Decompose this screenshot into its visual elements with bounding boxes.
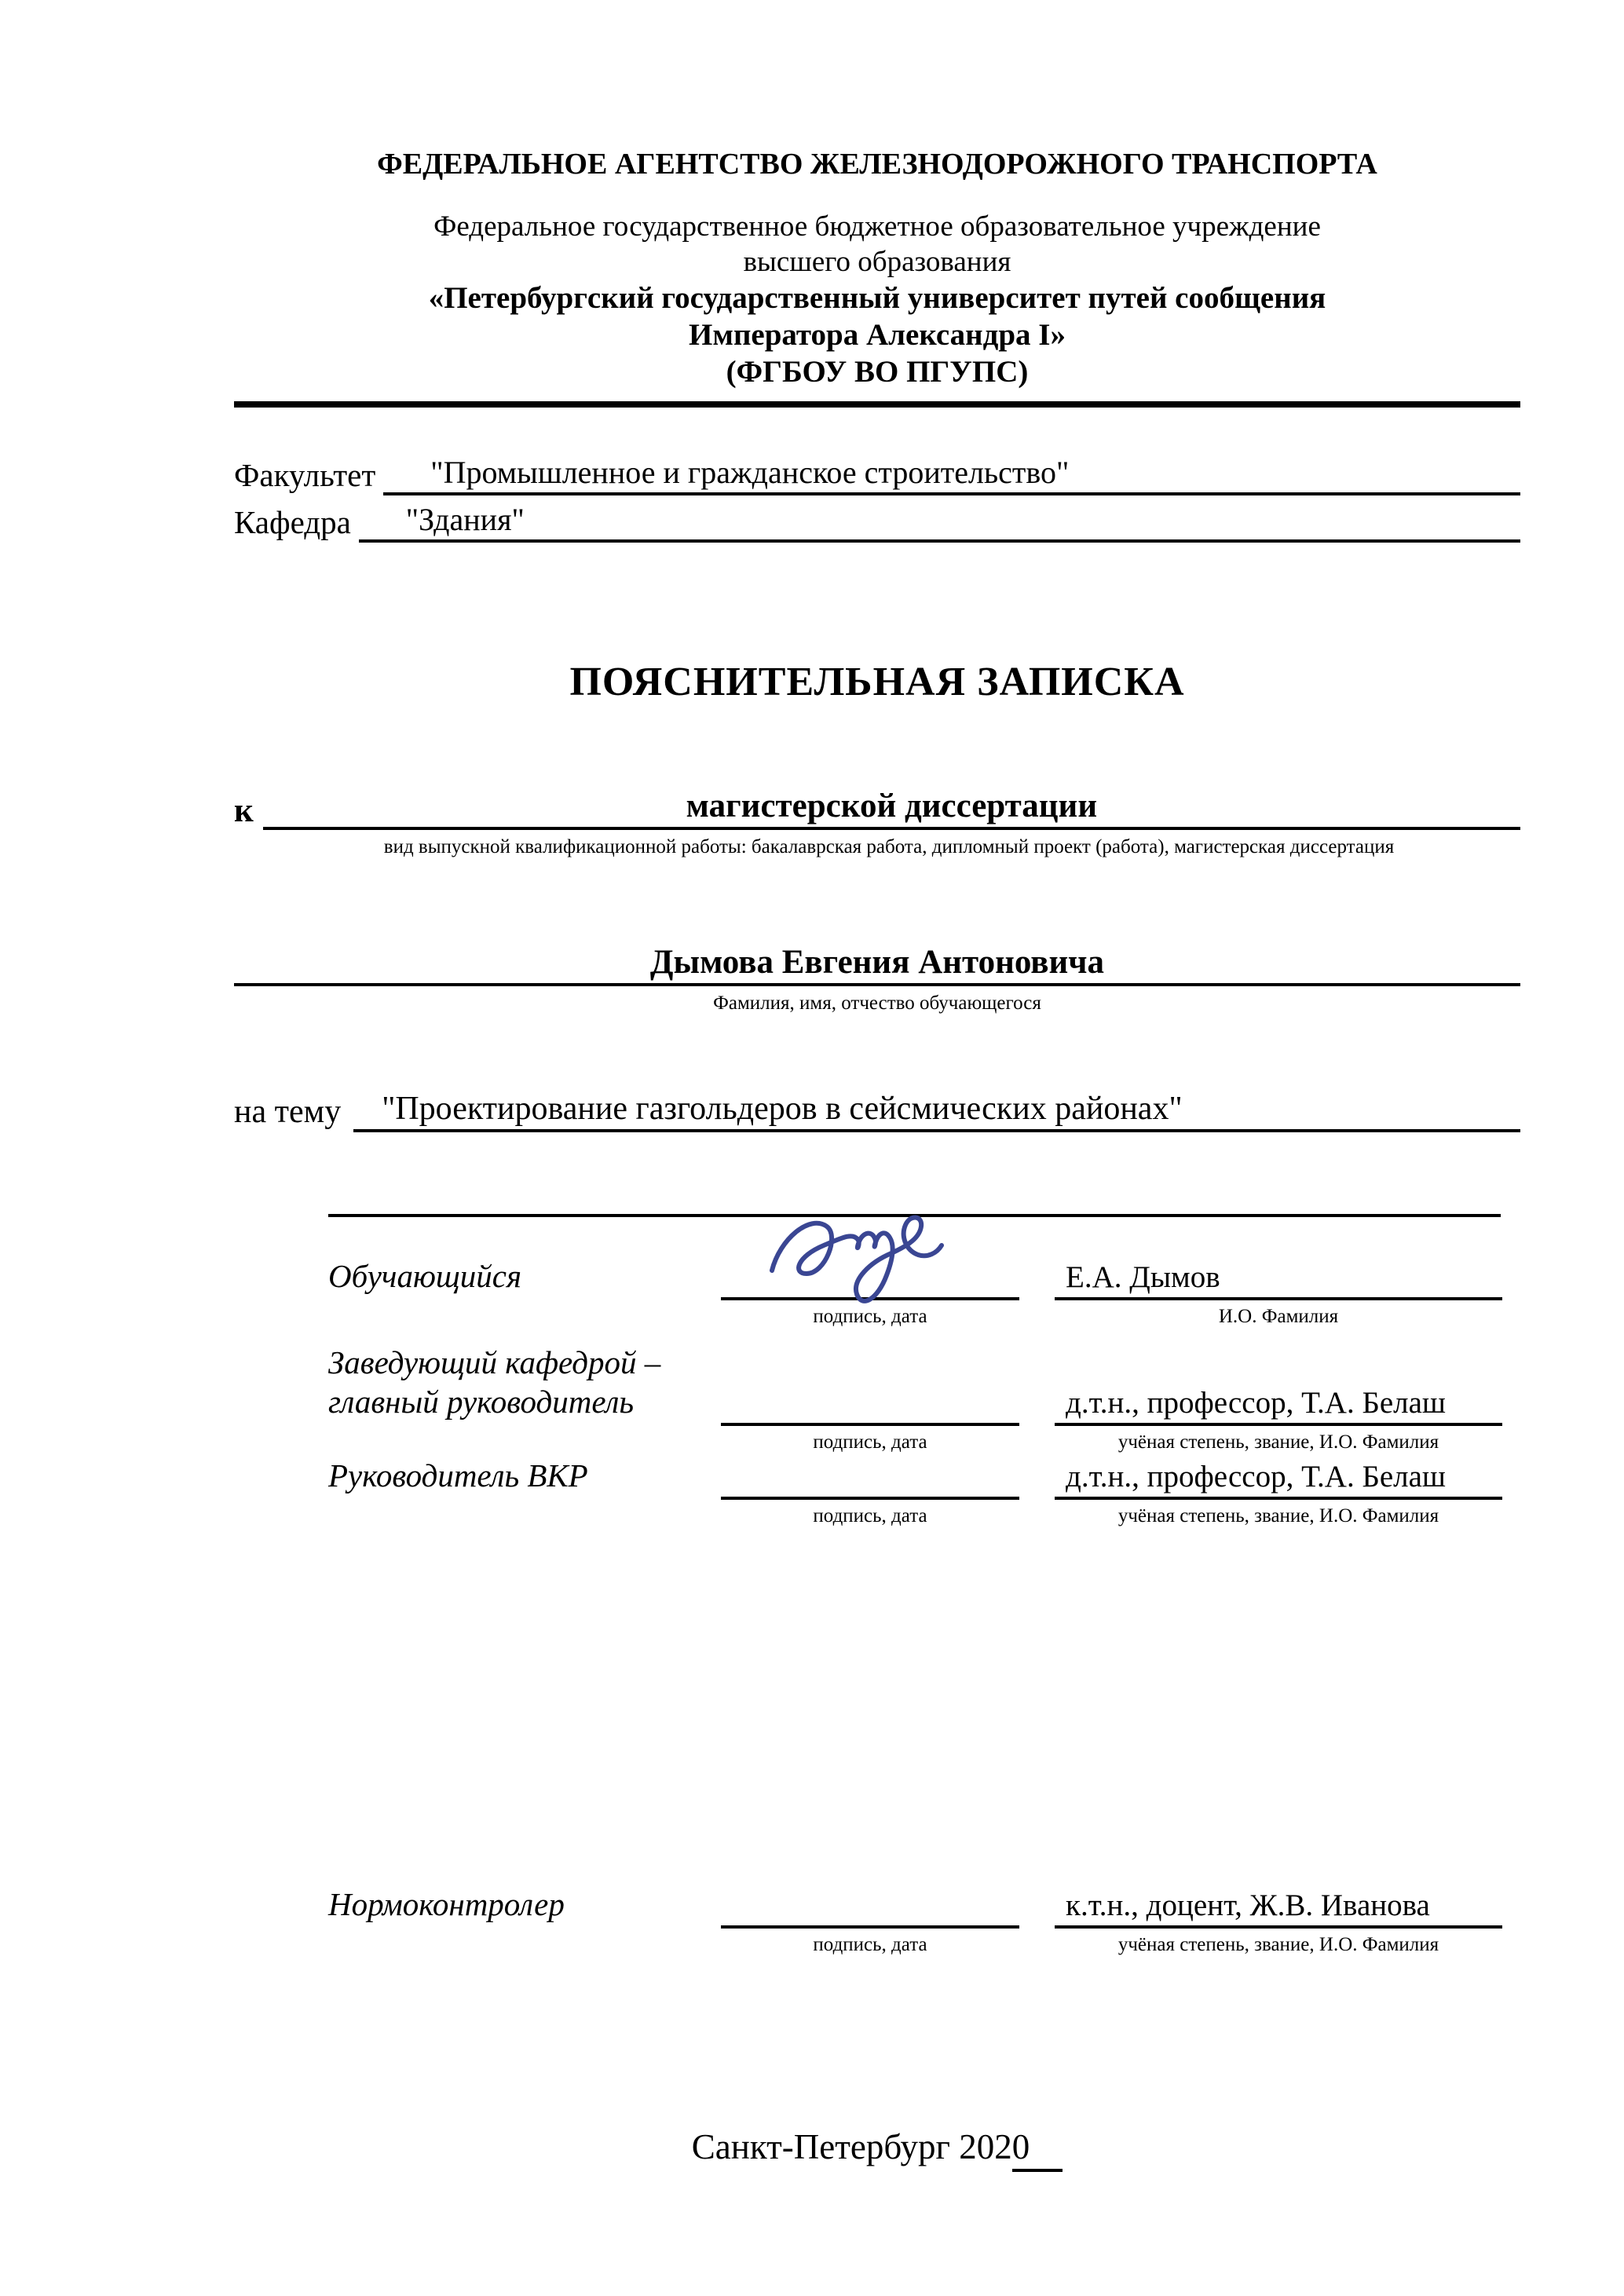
footer-city-year (234, 2126, 1520, 2172)
signers-block (234, 1256, 1520, 1958)
institution-header (234, 146, 1520, 390)
faculty-label: Факультет (234, 457, 376, 493)
theme-label: на тему (234, 1094, 342, 1130)
signer-role-student: Обучающийся (328, 1258, 522, 1294)
signer-name-caption: И.О. Фамилия (1218, 1306, 1339, 1327)
theme-row (234, 1090, 1520, 1132)
work-type-prefix: к (234, 792, 254, 829)
header-divider (234, 401, 1520, 408)
signer-name-caption: учёная степень, звание, И.О. Фамилия (1117, 1505, 1439, 1526)
student-name-caption: Фамилия, имя, отчество обучающегося (713, 993, 1041, 1014)
signature-area-supervisor (721, 1462, 1019, 1530)
signer-name-col-department-head (1055, 1385, 1502, 1456)
page-content (234, 0, 1520, 2296)
department-label: Кафедра (234, 504, 351, 540)
department-value: "Здания" (359, 501, 1520, 543)
signature-line (721, 1263, 1019, 1300)
signer-name-col-norm-controller (1055, 1888, 1502, 1958)
signer-name: к.т.н., доцент, Ж.В. Иванова (1055, 1888, 1502, 1929)
signer-name-caption: учёная степень, звание, И.О. Фамилия (1117, 1431, 1439, 1453)
signer-row-norm-controller (328, 1885, 1502, 1958)
signature-area-norm-controller (721, 1891, 1019, 1958)
signature-caption: подпись, дата (813, 1431, 927, 1453)
header-institution-line-2: высшего образования (743, 246, 1011, 278)
signer-row-department-head (328, 1343, 1502, 1456)
student-name: Дымова Евгения Антоновича (234, 943, 1520, 986)
signer-row-student (328, 1256, 1502, 1330)
signature-line (721, 1462, 1019, 1500)
blank-underline (328, 1214, 1501, 1217)
footer-year-blank: 0 (1012, 2126, 1063, 2172)
signature-area-department-head (721, 1388, 1019, 1456)
page-title: ПОЯСНИТЕЛЬНАЯ ЗАПИСКА (569, 660, 1185, 704)
header-university-line-2: Императора Александра I» (689, 318, 1066, 352)
signature-line (721, 1891, 1019, 1929)
work-type-block (234, 787, 1520, 858)
signer-name: Е.А. Дымов (1055, 1260, 1502, 1300)
signer-row-supervisor (328, 1456, 1502, 1530)
work-type-caption: вид выпускной квалификационной работы: бакалаврская работа, дипломный проект (работа), магистерская диссертация (383, 836, 1395, 857)
department-row (234, 495, 1520, 543)
theme-value: "Проектирование газгольдеров в сейсмических районах" (353, 1090, 1520, 1132)
signature-line (721, 1388, 1019, 1426)
signature-area-student (721, 1263, 1019, 1330)
signer-name-caption: учёная степень, звание, И.О. Фамилия (1117, 1934, 1439, 1955)
faculty-row (234, 448, 1520, 495)
header-institution-line-1: Федеральное государственное бюджетное образовательное учреждение (433, 210, 1321, 243)
faculty-block (234, 448, 1520, 543)
signer-name: д.т.н., профессор, Т.А. Белаш (1055, 1385, 1502, 1426)
header-abbreviation: (ФГБОУ ВО ПГУПС) (726, 355, 1029, 389)
work-type-row (234, 787, 1520, 830)
work-type-value: магистерской диссертации (263, 787, 1520, 830)
header-agency-line: ФЕДЕРАЛЬНОЕ АГЕНТСТВО ЖЕЛЕЗНОДОРОЖНОГО ТРАНСПОРТА (377, 148, 1377, 181)
signature-caption: подпись, дата (813, 1934, 927, 1955)
signature-caption: подпись, дата (813, 1505, 927, 1526)
footer-city-text: Санкт-Петербург 202 (691, 2127, 1012, 2166)
signer-role-department-head: Заведующий кафедрой – главный руководитель (328, 1344, 661, 1420)
signer-role-norm-controller: Нормоконтролер (328, 1886, 565, 1922)
signature-caption: подпись, дата (813, 1306, 927, 1327)
signer-role-supervisor: Руководитель ВКР (328, 1457, 588, 1493)
signer-name-col-supervisor (1055, 1459, 1502, 1530)
student-block (234, 943, 1520, 1015)
header-university-line-1: «Петербургский государственный университет путей сообщения (428, 281, 1326, 315)
signer-name: д.т.н., профессор, Т.А. Белаш (1055, 1459, 1502, 1500)
faculty-value: "Промышленное и гражданское строительство" (383, 454, 1520, 495)
signer-name-col-student (1055, 1260, 1502, 1330)
